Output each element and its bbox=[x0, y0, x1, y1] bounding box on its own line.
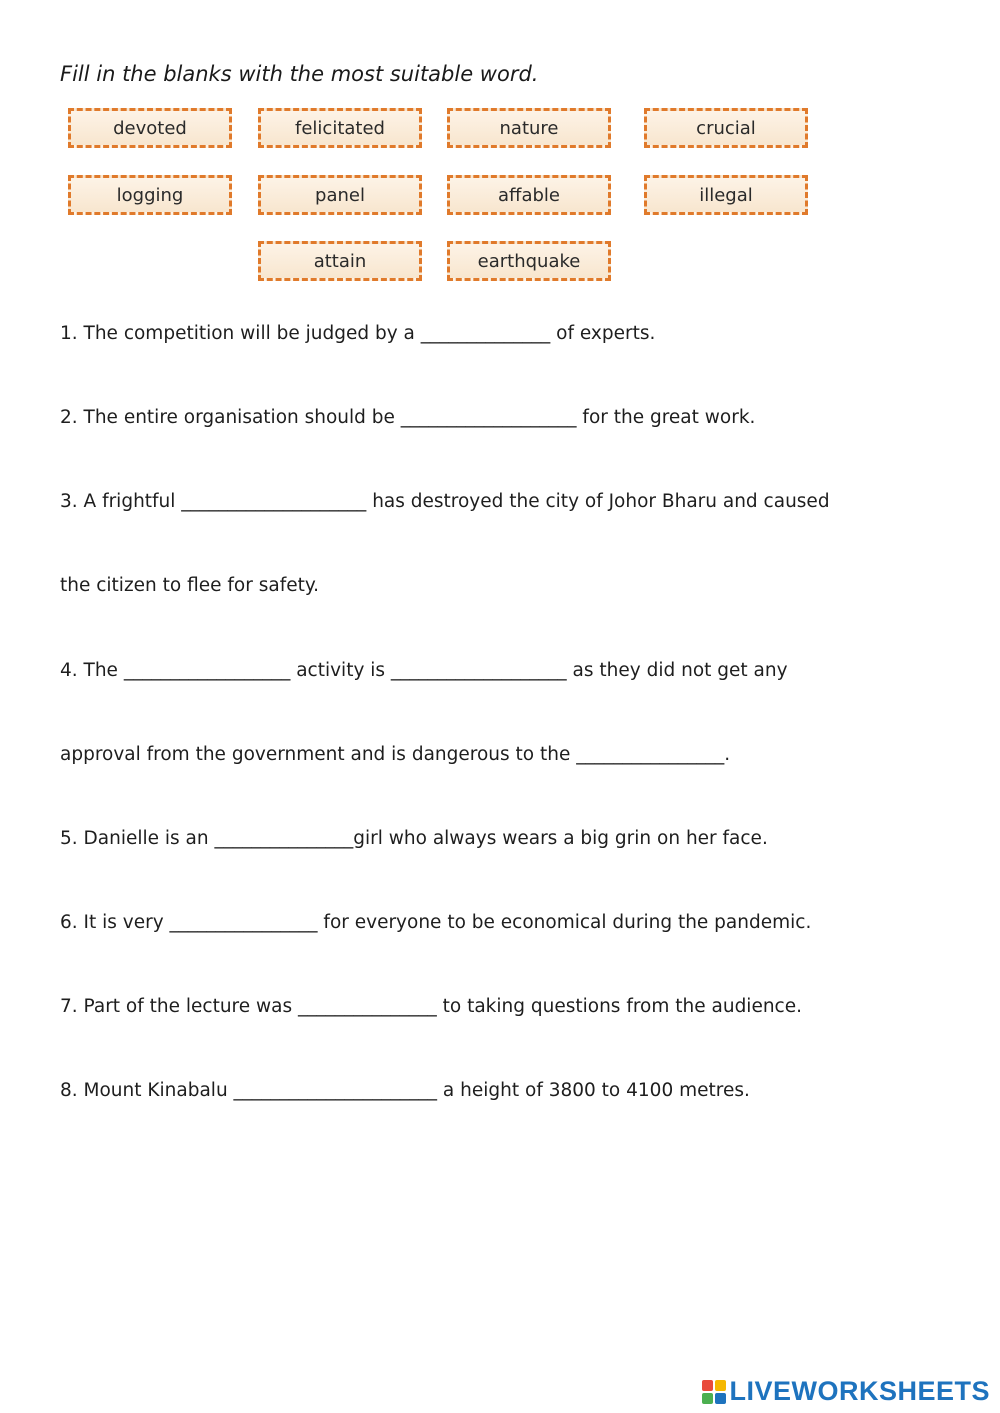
sentence-1: 1. The competition will be judged by a ______________ of experts. bbox=[60, 323, 656, 344]
logo-square-blue bbox=[715, 1393, 726, 1404]
logo-square-red bbox=[702, 1380, 713, 1391]
sentence-4: 4. The __________________ activity is ___________________ as they did not get any bbox=[60, 660, 788, 681]
sentence-6: 6. It is very ________________ for everyone to be economical during the pandemic. bbox=[60, 912, 812, 933]
word-label: affable bbox=[498, 184, 560, 206]
word-label: attain bbox=[313, 250, 367, 272]
word-box-illegal[interactable] bbox=[644, 175, 808, 215]
word-label: logging bbox=[116, 184, 184, 206]
logo-square-yellow bbox=[715, 1380, 726, 1391]
word-box-attain[interactable] bbox=[258, 241, 422, 281]
instruction-title: Fill in the blanks with the most suitable word. bbox=[60, 62, 539, 86]
word-label: devoted bbox=[113, 117, 187, 139]
sentence-5: 5. Danielle is an _______________girl who always wears a big grin on her face. bbox=[60, 828, 768, 849]
sentence-7: 7. Part of the lecture was _______________ to taking questions from the audience. bbox=[60, 996, 802, 1017]
logo-text: LIVEWORKSHEETS bbox=[729, 1376, 990, 1406]
word-box-devoted[interactable] bbox=[68, 108, 232, 148]
logo-mark-icon bbox=[702, 1380, 726, 1404]
word-box-earthquake[interactable] bbox=[447, 241, 611, 281]
word-box-affable[interactable] bbox=[447, 175, 611, 215]
word-label: felicitated bbox=[295, 117, 385, 139]
word-label: earthquake bbox=[477, 250, 581, 272]
word-box-logging[interactable] bbox=[68, 175, 232, 215]
word-box-nature[interactable] bbox=[447, 108, 611, 148]
liveworksheets-logo bbox=[702, 1376, 990, 1407]
word-label: nature bbox=[499, 117, 559, 139]
sentence-3-cont: the citizen to flee for safety. bbox=[60, 575, 320, 596]
word-label: illegal bbox=[699, 184, 753, 206]
word-label: crucial bbox=[696, 117, 756, 139]
word-box-crucial[interactable] bbox=[644, 108, 808, 148]
word-box-panel[interactable] bbox=[258, 175, 422, 215]
word-box-felicitated[interactable] bbox=[258, 108, 422, 148]
sentence-4-cont: approval from the government and is dangerous to the ________________. bbox=[60, 744, 731, 765]
sentence-2: 2. The entire organisation should be ___________________ for the great work. bbox=[60, 407, 756, 428]
word-label: panel bbox=[315, 184, 365, 206]
sentence-3: 3. A frightful ____________________ has destroyed the city of Johor Bharu and caused bbox=[60, 491, 830, 512]
logo-square-green bbox=[702, 1393, 713, 1404]
sentence-8: 8. Mount Kinabalu ______________________ a height of 3800 to 4100 metres. bbox=[60, 1080, 750, 1101]
